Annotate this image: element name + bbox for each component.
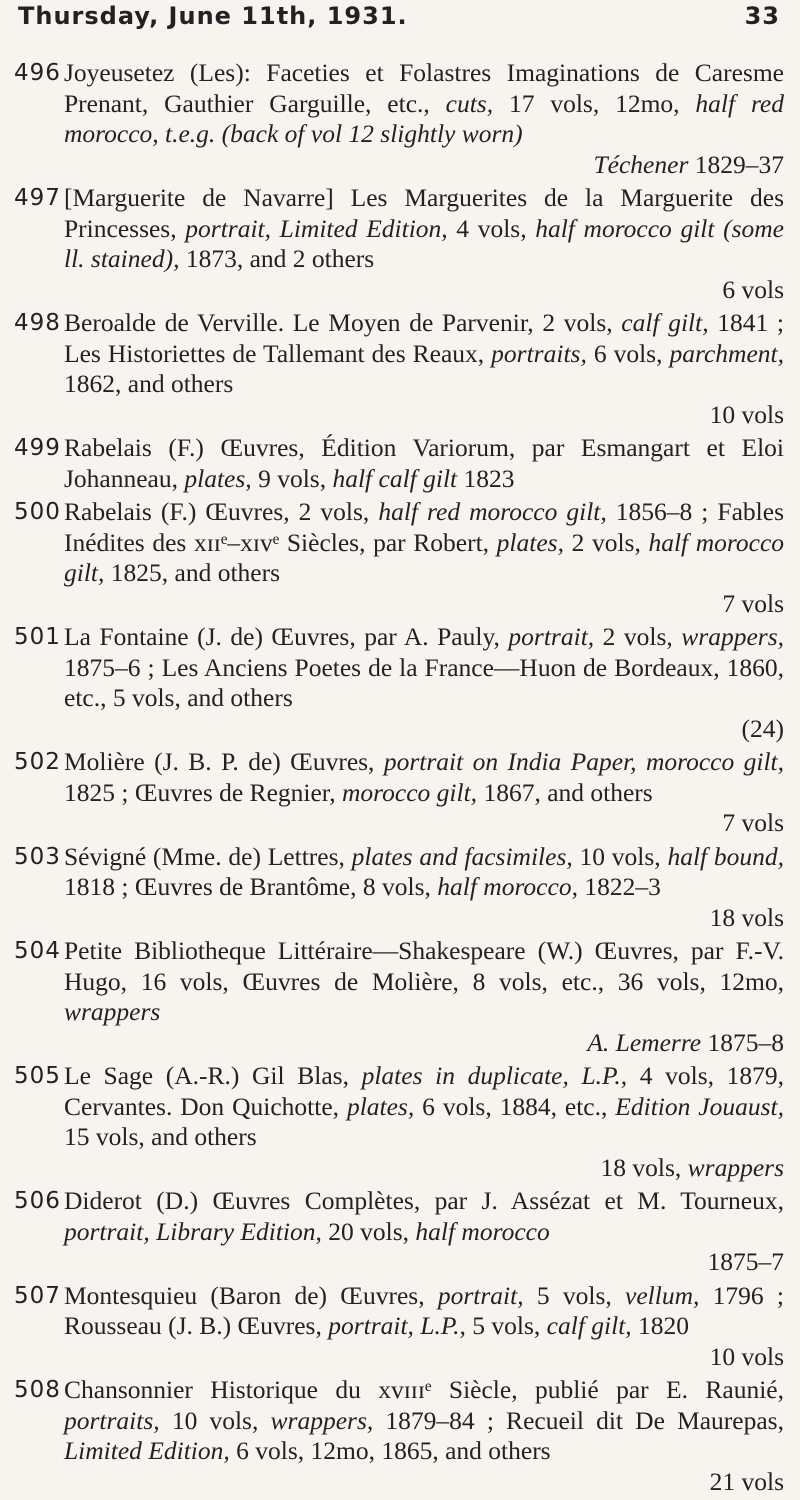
lot-number: 499 (14, 435, 61, 461)
binding-note: wrappers (64, 997, 161, 1026)
lot-text: Sévigné (Mme. de) Lettres, (64, 841, 352, 871)
lot-text: Petite Bibliotheque Littéraire—Shakespeare (W.) Œuvres, par F.-V. Hugo, 16 vols, Œuvres de Molière, 8 vols, etc., 36 vols, 12mo, (64, 936, 784, 996)
lot-summary-text: 10 vols (709, 1341, 784, 1371)
lot-text: 20 vols, (321, 1216, 416, 1246)
lot-summary (64, 275, 784, 306)
lot-text: Joyeusetez (Les): Faceties et Folastres Imaginations de Caresme Prenant, Gauthier Garguille, etc., (64, 58, 784, 118)
lot-entry (14, 433, 784, 494)
lot-text: 1879–84 ; Recueil dit De Maurepas, (373, 1405, 784, 1435)
lot-text: Diderot (D.) Œuvres Complètes, par J. Assézat et M. Tourneux, (64, 1186, 784, 1215)
binding-note: half red morocco, t.e.g. (back of vol 12 slightly worn) (64, 88, 785, 148)
lot-entry (14, 622, 784, 744)
lot-summary-text: (24) (741, 713, 784, 743)
lot-number: 505 (14, 1063, 61, 1089)
lot-text: Montesquieu (Baron de) Œuvres, (64, 1280, 438, 1310)
lot-text: La Fontaine (J. de) Œuvres, par A. Pauly, (64, 622, 509, 651)
binding-note: cuts, (445, 88, 494, 118)
lot-entry (14, 308, 784, 430)
lot-text: Rabelais (F.) Œuvres, 2 vols, (64, 497, 379, 526)
lot-summary-text: 1875–8 (701, 1027, 784, 1057)
lot-text: Molière (J. B. P. de) Œuvres, (64, 747, 384, 776)
lot-list (14, 58, 784, 1500)
page-number: 33 (744, 2, 780, 30)
lot-description (64, 1375, 784, 1497)
binding-note: half calf gilt (332, 463, 458, 493)
lot-text: 1841 ; Les Historiettes de Tallemant des Reaux, (64, 308, 784, 368)
lot-summary (64, 1247, 784, 1278)
lot-description (64, 1186, 784, 1278)
binding-note: calf gilt, (546, 1311, 632, 1340)
lot-text: 1818 ; Œuvres de Brantôme, 8 vols, (64, 872, 438, 901)
lot-text: 1875–6 ; Les Anciens Poetes de la France—Huon de Bordeaux, 1860, etc., 5 vols, and others (64, 652, 784, 712)
binding-note: wrappers, (681, 622, 784, 651)
lot-description (64, 1061, 784, 1183)
lot-entry (14, 936, 784, 1058)
lot-summary (64, 589, 784, 620)
lot-description (64, 1281, 784, 1373)
lot-text: Rabelais (F.) Œuvres, Édition Variorum, par Esmangart et Eloi Johanneau, (64, 433, 784, 493)
lot-text: 1796 ; Rousseau (J. B.) Œuvres, (64, 1280, 784, 1340)
lot-number: 497 (14, 185, 61, 211)
lot-description (64, 497, 784, 619)
lot-text: 15 vols, and others (64, 1122, 257, 1151)
lot-text: 1822–3 (577, 872, 661, 901)
lot-text: 1820 (631, 1311, 690, 1340)
binding-note: plates and facsimiles, (351, 841, 573, 871)
lot-number: 504 (14, 938, 61, 964)
lot-text: 17 vols, 12mo, (493, 88, 696, 118)
lot-description (64, 183, 784, 305)
lot-entry (14, 747, 784, 839)
lot-text: 2 vols, (594, 622, 682, 651)
binding-note: plates in duplicate, L.P., (361, 1061, 628, 1090)
lot-entry (14, 1061, 784, 1183)
binding-note: half morocco, (437, 872, 578, 901)
lot-entry (14, 183, 784, 305)
lot-text: Beroalde de Verville. Le Moyen de Parvenir, 2 vols, (64, 308, 622, 337)
lot-number: 496 (14, 60, 61, 86)
lot-summary-text: 18 vols, (600, 1152, 688, 1182)
lot-summary-text: wrappers (687, 1152, 784, 1182)
lot-summary (64, 1467, 784, 1498)
binding-note: Limited Edition, (64, 1436, 230, 1465)
lot-summary-text: 1875–7 (707, 1247, 784, 1276)
lot-text: 10 vols, (159, 1405, 271, 1435)
lot-number: 502 (14, 749, 61, 775)
binding-note: plates, (184, 463, 252, 493)
binding-note: portrait, (437, 1280, 524, 1310)
lot-text: 1867, and others (477, 777, 653, 807)
binding-note: portrait, Limited Edition, (185, 213, 448, 243)
lot-summary-text: 7 vols (722, 808, 784, 837)
binding-note: portrait, L.P., (328, 1311, 466, 1340)
lot-text: 6 vols, (586, 338, 670, 368)
lot-text: 6 vols, 12mo, 1865, and others (229, 1436, 551, 1465)
lot-number: 501 (14, 624, 61, 650)
lot-description (64, 936, 784, 1058)
binding-note: calf gilt, (621, 308, 709, 337)
lot-summary-text: 1829–37 (688, 149, 784, 179)
lot-entry (14, 1186, 784, 1278)
lot-summary-text: 21 vols (709, 1466, 784, 1496)
lot-text: 4 vols, (447, 213, 536, 243)
lot-text: 1823 (457, 463, 515, 493)
binding-note: portrait on India Paper, morocco gilt, (383, 747, 784, 776)
lot-text: 1825 ; Œuvres de Regnier, (64, 777, 343, 807)
lot-entry (14, 1375, 784, 1497)
lot-text: 1856–8 ; Fables Inédites des xɪɪᵉ–xɪvᵉ Siècles, par Robert, (64, 497, 784, 557)
lot-summary-text: 10 vols (709, 399, 784, 429)
lot-number: 503 (14, 843, 61, 870)
lot-description (64, 842, 784, 934)
lot-entry (14, 842, 784, 934)
binding-note: portrait, (508, 622, 595, 651)
lot-summary-text: 6 vols (722, 274, 784, 304)
binding-note: plates, (496, 527, 564, 557)
lot-number: 506 (14, 1188, 61, 1214)
binding-note: half morocco gilt (some ll. stained), (64, 213, 784, 273)
lot-text: [Marguerite de Navarre] Les Marguerites de la Marguerite des Princesses, (64, 183, 784, 243)
lot-number: 498 (14, 310, 61, 336)
binding-note: Edition Jouaust, (615, 1091, 784, 1121)
lot-text: 10 vols, (572, 841, 668, 871)
lot-text: Le Sage (A.-R.) Gil Blas, (64, 1061, 362, 1090)
lot-text: 2 vols, (563, 527, 649, 557)
lot-text: Chansonnier Historique du xvɪɪɪᵉ Siècle, publié par E. Raunié, (64, 1375, 784, 1404)
binding-note: portraits, (491, 338, 587, 368)
lot-summary (64, 903, 784, 934)
page-header (18, 2, 780, 46)
lot-text: 4 vols, 1879, Cervantes. Don Quichotte, (64, 1061, 785, 1121)
lot-description (64, 747, 784, 839)
binding-note: vellum, (625, 1280, 700, 1310)
lot-text: 5 vols, (465, 1311, 547, 1340)
binding-note: half morocco gilt, (64, 527, 785, 587)
lot-summary (64, 400, 784, 431)
lot-text: 1862, and others (64, 369, 234, 398)
binding-note: plates, (346, 1091, 415, 1121)
lot-summary-text: 7 vols (722, 588, 784, 618)
binding-note: half morocco (415, 1216, 550, 1246)
binding-note: half bound, (667, 841, 785, 871)
lot-text: 1873, and 2 others (179, 244, 375, 273)
binding-note: wrappers, (270, 1405, 374, 1435)
lot-number: 508 (14, 1377, 61, 1403)
binding-note: parchment, (669, 338, 784, 368)
lot-text: 5 vols, (523, 1280, 626, 1310)
binding-note: morocco gilt, (342, 777, 478, 807)
lot-summary (64, 1342, 784, 1373)
lot-summary (64, 1028, 784, 1059)
lot-summary-text: A. Lemerre (587, 1027, 702, 1057)
lot-summary-text: 18 vols (709, 902, 784, 932)
lot-text: 9 vols, (251, 463, 333, 493)
binding-note: half red morocco gilt, (378, 497, 607, 526)
lot-description (64, 308, 784, 430)
lot-summary (64, 150, 784, 181)
lot-summary (64, 1153, 784, 1184)
lot-entry (14, 1281, 784, 1373)
lot-text: 6 vols, 1884, etc., (414, 1091, 616, 1121)
binding-note: portraits, (64, 1405, 160, 1435)
lot-entry (14, 58, 784, 180)
sale-date: Thursday, June 11th, 1931. (18, 2, 408, 30)
lot-description (64, 622, 784, 744)
lot-summary (64, 714, 784, 745)
lot-number: 507 (14, 1282, 61, 1309)
lot-text: 1825, and others (104, 558, 281, 587)
lot-description (64, 433, 784, 494)
lot-description (64, 58, 784, 180)
lot-summary-text: Téchener (593, 149, 689, 179)
lot-number: 500 (14, 499, 61, 525)
binding-note: portrait, Library Edition, (64, 1216, 322, 1246)
lot-entry (14, 497, 784, 619)
lot-summary (64, 808, 784, 839)
